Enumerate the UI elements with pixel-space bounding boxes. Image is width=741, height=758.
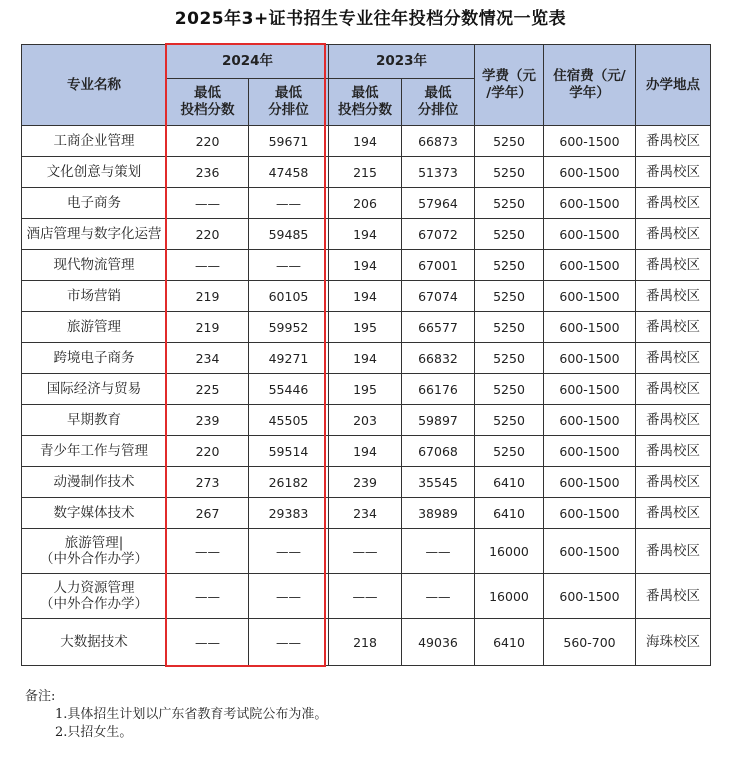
min-score-2024-cell: 219 [167,281,249,312]
min-score-2024-cell: —— [167,574,249,619]
min-rank-2023-cell: 66577 [402,312,475,343]
tuition-cell: 5250 [475,405,544,436]
major-name-cell: 人力资源管理 （中外合作办学） [22,574,167,619]
table-row [22,467,711,498]
table-row [22,312,711,343]
table-row [22,157,711,188]
header-min-score-2024: 最低 投档分数 [167,79,249,126]
tuition-cell: 5250 [475,374,544,405]
dorm-fee-cell: 600-1500 [544,157,636,188]
min-score-2023-cell: 234 [329,498,402,529]
tuition-cell: 5250 [475,250,544,281]
min-rank-2024-cell: —— [249,188,329,219]
campus-cell: 番禺校区 [636,126,711,157]
min-score-2023-cell: 194 [329,436,402,467]
campus-cell: 番禺校区 [636,281,711,312]
major-name-cell: 现代物流管理 [22,250,167,281]
min-score-2023-cell: 194 [329,126,402,157]
min-rank-2024-cell: 55446 [249,374,329,405]
major-name-cell: 数字媒体技术 [22,498,167,529]
header-min-score-2023: 最低 投档分数 [329,79,402,126]
notes-heading: 备注: [25,689,56,704]
table-row [22,343,711,374]
header-campus: 办学地点 [636,45,711,126]
dorm-fee-cell: 600-1500 [544,574,636,619]
major-name-cell: 工商企业管理 [22,126,167,157]
note-item: 1.具体招生计划以广东省教育考试院公布为准。 [55,707,328,722]
min-score-2024-cell: —— [167,529,249,574]
campus-cell: 番禺校区 [636,574,711,619]
min-score-2024-cell: 220 [167,126,249,157]
min-rank-2024-cell: —— [249,529,329,574]
min-rank-2024-cell: —— [249,250,329,281]
min-rank-2023-cell: 66873 [402,126,475,157]
table-row [22,529,711,574]
tuition-cell: 6410 [475,619,544,666]
tuition-cell: 5250 [475,281,544,312]
min-rank-2024-cell: 59514 [249,436,329,467]
min-score-2023-cell: 206 [329,188,402,219]
tuition-cell: 5250 [475,188,544,219]
table-row [22,188,711,219]
header-year-2024: 2024年 [167,45,329,79]
min-rank-2024-cell: 29383 [249,498,329,529]
min-score-2023-cell: 194 [329,250,402,281]
min-score-2023-cell: 203 [329,405,402,436]
min-score-2024-cell: 267 [167,498,249,529]
dorm-fee-cell: 600-1500 [544,219,636,250]
min-score-2023-cell: 194 [329,281,402,312]
header-major: 专业名称 [22,45,167,126]
min-score-2024-cell: 236 [167,157,249,188]
min-rank-2023-cell: 67001 [402,250,475,281]
min-score-2024-cell: 219 [167,312,249,343]
campus-cell: 番禺校区 [636,219,711,250]
min-rank-2023-cell: 67068 [402,436,475,467]
campus-cell: 番禺校区 [636,188,711,219]
dorm-fee-cell: 600-1500 [544,343,636,374]
tuition-cell: 6410 [475,467,544,498]
header-dorm: 住宿费（元/ 学年） [544,45,636,126]
major-name-cell: 市场营销 [22,281,167,312]
dorm-fee-cell: 600-1500 [544,405,636,436]
score-table [21,44,711,666]
campus-cell: 番禺校区 [636,529,711,574]
tuition-cell: 5250 [475,126,544,157]
note-item: 2.只招女生。 [55,725,133,740]
min-rank-2023-cell: 67072 [402,219,475,250]
header-min-rank-2023: 最低 分排位 [402,79,475,126]
table-row [22,619,711,666]
tuition-cell: 5250 [475,343,544,374]
min-score-2024-cell: —— [167,188,249,219]
min-score-2024-cell: —— [167,619,249,666]
min-rank-2024-cell: 45505 [249,405,329,436]
dorm-fee-cell: 600-1500 [544,374,636,405]
min-rank-2023-cell: 59897 [402,405,475,436]
major-name-cell: 旅游管理| （中外合作办学） [22,529,167,574]
major-name-cell: 青少年工作与管理 [22,436,167,467]
min-score-2024-cell: 225 [167,374,249,405]
min-score-2023-cell: 195 [329,312,402,343]
min-rank-2024-cell: 47458 [249,157,329,188]
campus-cell: 番禺校区 [636,374,711,405]
tuition-cell: 5250 [475,219,544,250]
table-row [22,405,711,436]
major-name-cell: 酒店管理与数字化运营 [22,219,167,250]
min-score-2023-cell: —— [329,574,402,619]
table-row [22,574,711,619]
dorm-fee-cell: 600-1500 [544,312,636,343]
min-rank-2024-cell: —— [249,619,329,666]
min-rank-2024-cell: 59952 [249,312,329,343]
min-rank-2023-cell: 49036 [402,619,475,666]
page-title: 2025年3+证书招生专业往年投档分数情况一览表 [174,9,567,29]
campus-cell: 番禺校区 [636,405,711,436]
major-name-cell: 大数据技术 [22,619,167,666]
campus-cell: 番禺校区 [636,436,711,467]
campus-cell: 番禺校区 [636,157,711,188]
major-name-cell: 早期教育 [22,405,167,436]
header-tuition: 学费（元 /学年） [475,45,544,126]
major-name-cell: 旅游管理 [22,312,167,343]
min-score-2023-cell: 194 [329,343,402,374]
dorm-fee-cell: 600-1500 [544,250,636,281]
table-row [22,498,711,529]
table-row [22,374,711,405]
table-row [22,436,711,467]
tuition-cell: 5250 [475,436,544,467]
major-name-cell: 国际经济与贸易 [22,374,167,405]
table-body [22,126,711,666]
min-rank-2024-cell: 60105 [249,281,329,312]
dorm-fee-cell: 600-1500 [544,498,636,529]
dorm-fee-cell: 600-1500 [544,467,636,498]
min-rank-2023-cell: 67074 [402,281,475,312]
min-rank-2024-cell: 59671 [249,126,329,157]
campus-cell: 番禺校区 [636,312,711,343]
min-rank-2023-cell: 51373 [402,157,475,188]
table-row [22,219,711,250]
min-rank-2023-cell: 66176 [402,374,475,405]
min-rank-2024-cell: 26182 [249,467,329,498]
min-score-2023-cell: —— [329,529,402,574]
dorm-fee-cell: 600-1500 [544,188,636,219]
dorm-fee-cell: 600-1500 [544,281,636,312]
table-row [22,126,711,157]
table-row [22,281,711,312]
campus-cell: 番禺校区 [636,467,711,498]
campus-cell: 番禺校区 [636,343,711,374]
min-rank-2023-cell: 35545 [402,467,475,498]
campus-cell: 番禺校区 [636,250,711,281]
min-score-2023-cell: 194 [329,219,402,250]
header-min-rank-2024: 最低 分排位 [249,79,329,126]
min-rank-2024-cell: —— [249,574,329,619]
major-name-cell: 跨境电子商务 [22,343,167,374]
min-rank-2023-cell: 38989 [402,498,475,529]
tuition-cell: 5250 [475,312,544,343]
min-score-2024-cell: —— [167,250,249,281]
min-score-2023-cell: 195 [329,374,402,405]
tuition-cell: 16000 [475,529,544,574]
min-rank-2023-cell: 66832 [402,343,475,374]
min-rank-2023-cell: —— [402,529,475,574]
dorm-fee-cell: 600-1500 [544,436,636,467]
min-rank-2024-cell: 49271 [249,343,329,374]
dorm-fee-cell: 600-1500 [544,529,636,574]
tuition-cell: 5250 [475,157,544,188]
header-year-2023: 2023年 [329,45,475,79]
major-name-cell: 动漫制作技术 [22,467,167,498]
min-score-2023-cell: 218 [329,619,402,666]
min-score-2024-cell: 273 [167,467,249,498]
min-score-2024-cell: 239 [167,405,249,436]
tuition-cell: 6410 [475,498,544,529]
campus-cell: 番禺校区 [636,498,711,529]
tuition-cell: 16000 [475,574,544,619]
min-score-2023-cell: 239 [329,467,402,498]
major-name-cell: 电子商务 [22,188,167,219]
dorm-fee-cell: 600-1500 [544,126,636,157]
min-score-2024-cell: 220 [167,219,249,250]
table-row [22,250,711,281]
min-rank-2023-cell: 57964 [402,188,475,219]
min-score-2024-cell: 220 [167,436,249,467]
campus-cell: 海珠校区 [636,619,711,666]
min-rank-2024-cell: 59485 [249,219,329,250]
dorm-fee-cell: 560-700 [544,619,636,666]
notes [25,688,327,742]
major-name-cell: 文化创意与策划 [22,157,167,188]
min-rank-2023-cell: —— [402,574,475,619]
min-score-2023-cell: 215 [329,157,402,188]
min-score-2024-cell: 234 [167,343,249,374]
